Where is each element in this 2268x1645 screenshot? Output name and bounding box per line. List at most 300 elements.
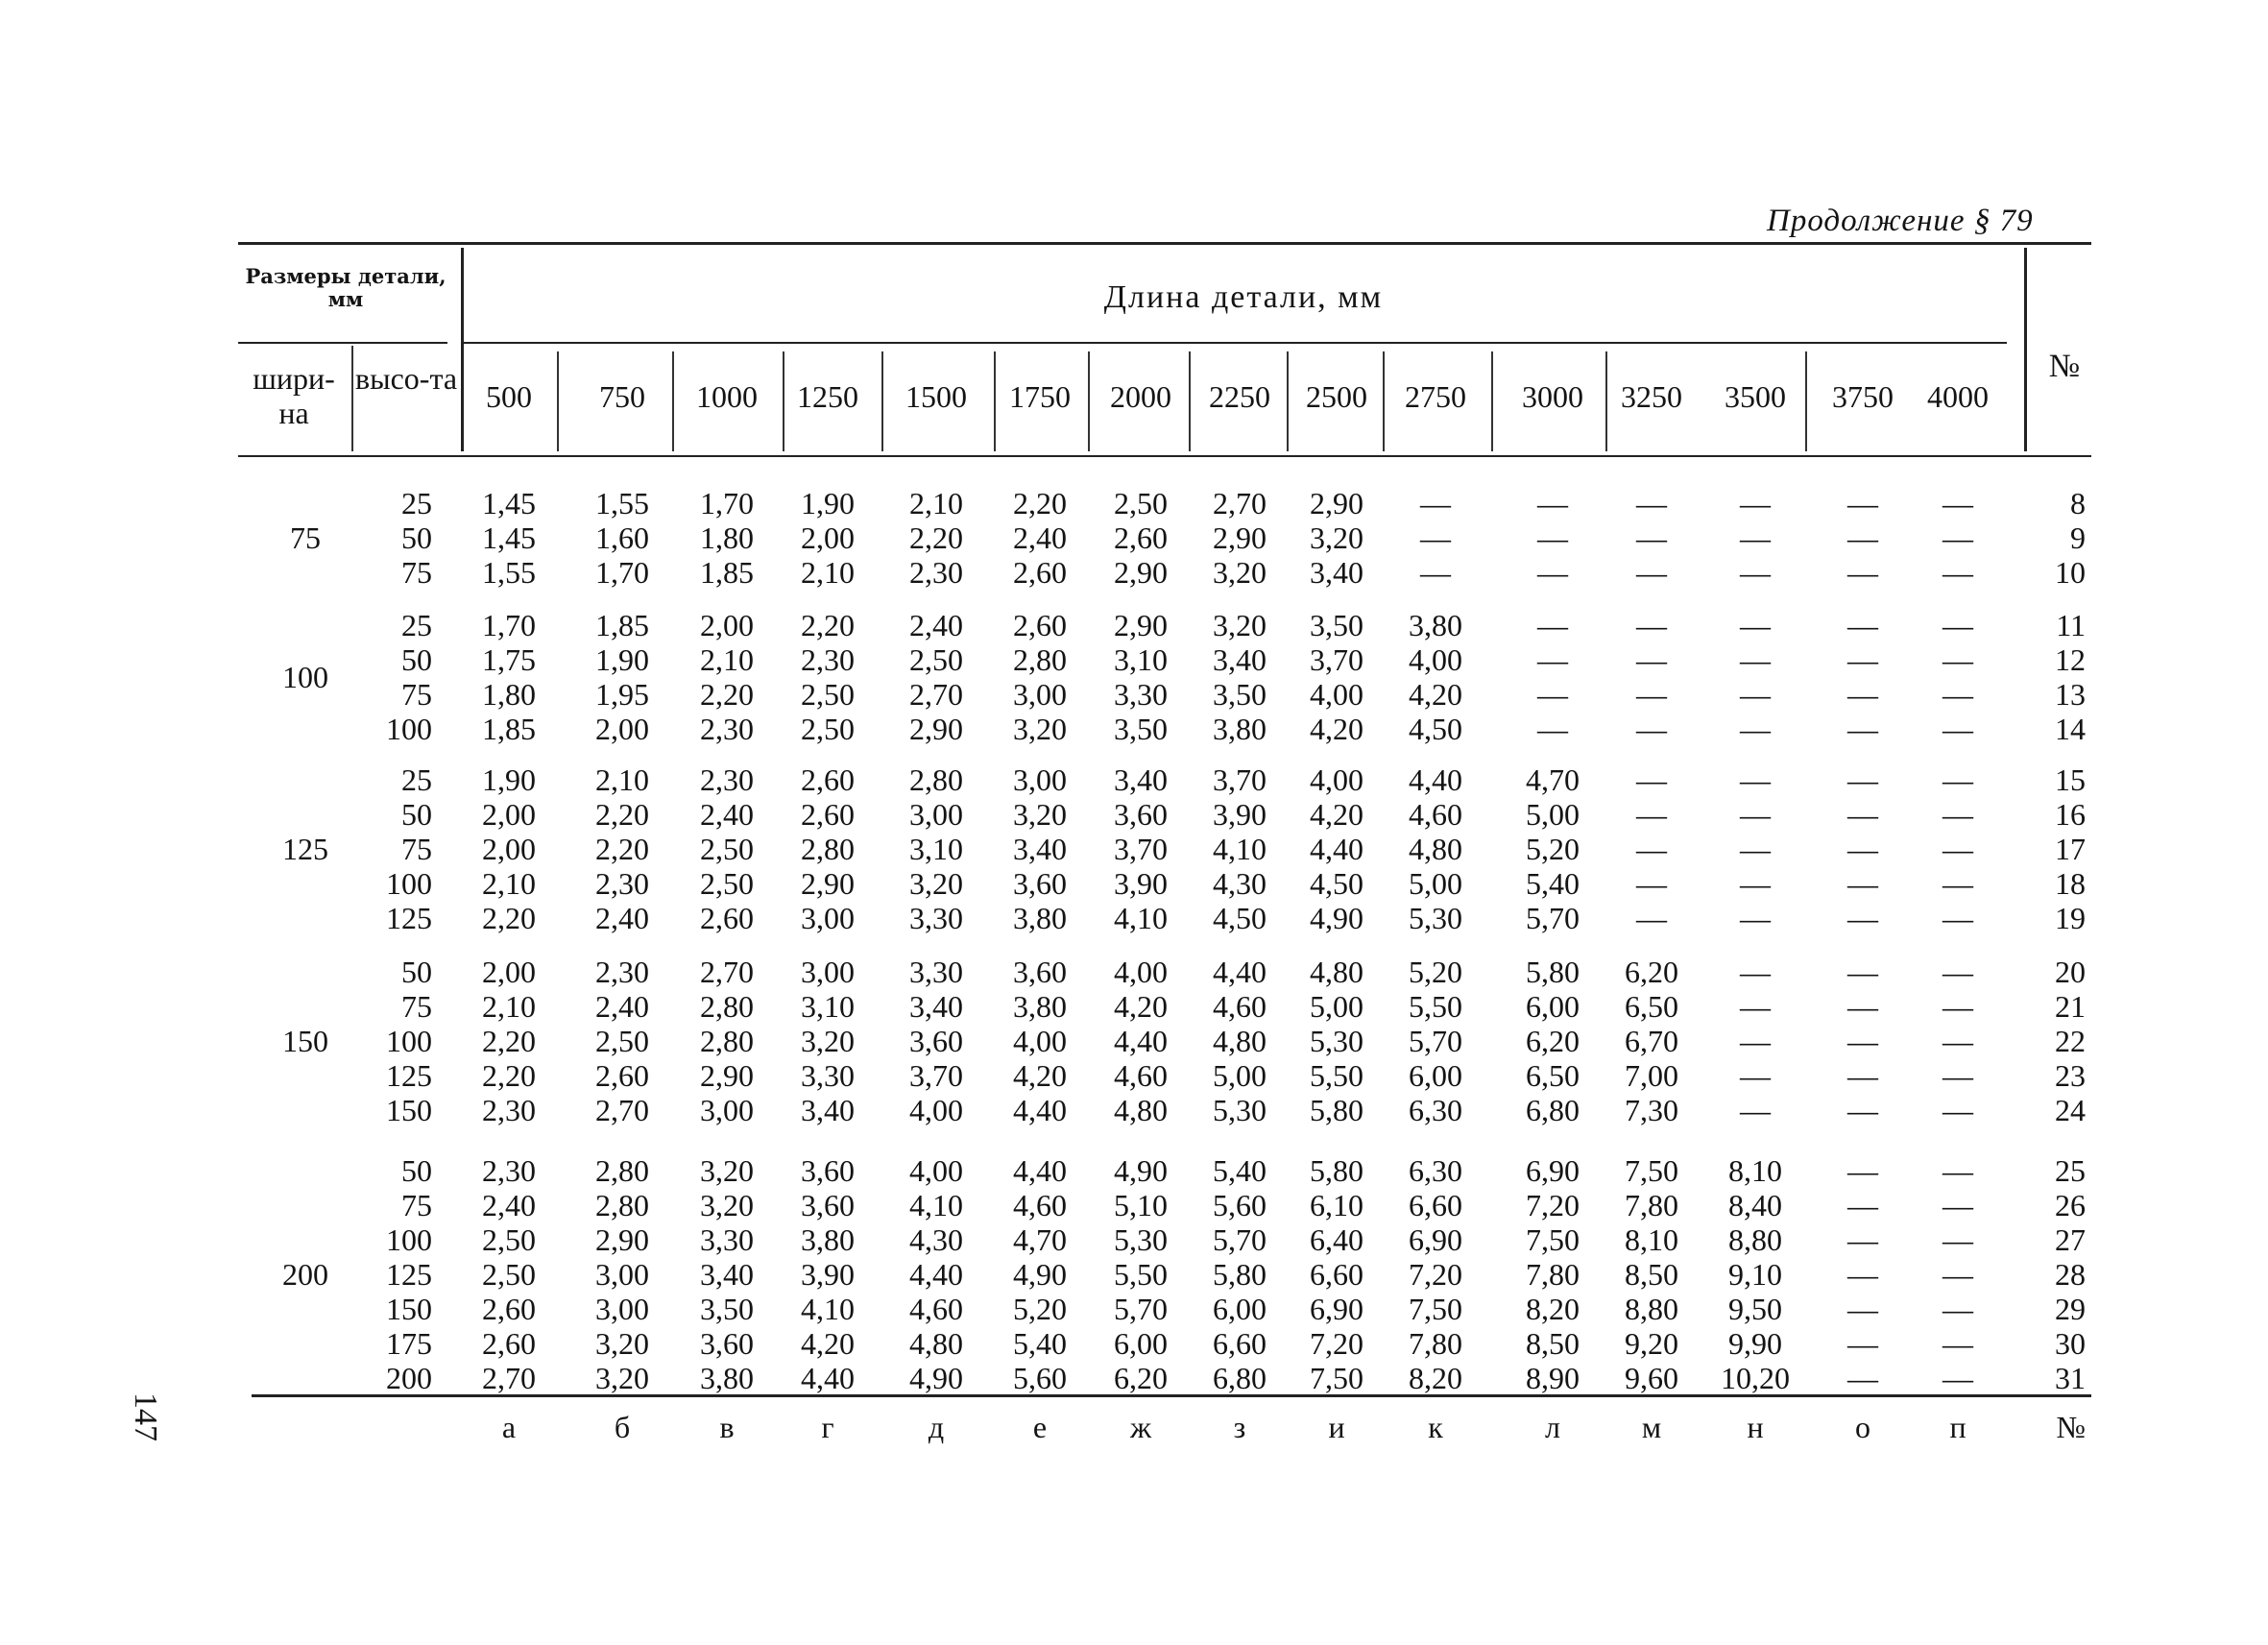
row-number: 15: [2055, 762, 2086, 797]
table-cell: 3,90: [801, 1257, 855, 1292]
row-number: 13: [2055, 677, 2086, 712]
table-cell: 1,60: [595, 520, 649, 555]
table-cell: —: [1740, 866, 1771, 901]
table-cell: 3,20: [1013, 797, 1067, 832]
table-cell: —: [1942, 1024, 1973, 1058]
table-cell: 3,80: [1013, 989, 1067, 1024]
table-cell: 3,90: [1114, 866, 1168, 901]
row-number: 16: [2055, 797, 2086, 832]
height-value: 125: [386, 1257, 432, 1292]
table-cell: —: [1420, 555, 1451, 590]
table-cell: 4,40: [1409, 762, 1462, 797]
table-cell: 4,90: [1114, 1153, 1168, 1188]
table-cell: 4,00: [1310, 677, 1363, 712]
table-cell: —: [1537, 642, 1568, 677]
top-rule: [238, 242, 2091, 245]
height-value: 50: [401, 520, 432, 555]
table-cell: 4,10: [909, 1188, 963, 1222]
table-cell: —: [1740, 832, 1771, 866]
table-cell: 2,50: [801, 712, 855, 746]
length-column-divider: [672, 351, 674, 451]
row-number: 14: [2055, 712, 2086, 746]
table-cell: 1,45: [482, 486, 536, 520]
table-cell: 2,30: [909, 555, 963, 590]
table-cell: 1,85: [482, 712, 536, 746]
table-cell: 2,70: [482, 1361, 536, 1395]
table-cell: 7,20: [1409, 1257, 1462, 1292]
height-value: 75: [401, 555, 432, 590]
table-cell: —: [1740, 486, 1771, 520]
height-value: 100: [386, 712, 432, 746]
header-bottom-rule: [238, 455, 2091, 457]
table-cell: 2,80: [595, 1153, 649, 1188]
table-cell: —: [1942, 555, 1973, 590]
table-cell: 2,80: [909, 762, 963, 797]
table-cell: —: [1942, 608, 1973, 642]
height-value: 50: [401, 955, 432, 989]
table-cell: 3,00: [1013, 677, 1067, 712]
table-cell: 4,20: [1310, 797, 1363, 832]
table-cell: 3,10: [1114, 642, 1168, 677]
table-cell: —: [1740, 642, 1771, 677]
table-cell: 8,20: [1409, 1361, 1462, 1395]
table-cell: 3,60: [909, 1024, 963, 1058]
table-cell: —: [1636, 712, 1667, 746]
table-cell: —: [1740, 712, 1771, 746]
table-cell: —: [1537, 555, 1568, 590]
table-cell: 3,00: [1013, 762, 1067, 797]
table-cell: 3,10: [801, 989, 855, 1024]
table-cell: 5,00: [1526, 797, 1580, 832]
table-cell: —: [1847, 866, 1878, 901]
table-cell: 4,90: [1013, 1257, 1067, 1292]
table-cell: 4,60: [1409, 797, 1462, 832]
table-cell: 2,00: [482, 955, 536, 989]
table-cell: 4,30: [1213, 866, 1267, 901]
column-letter: ж: [1129, 1410, 1152, 1444]
table-cell: 2,50: [909, 642, 963, 677]
column-letter: в: [719, 1410, 735, 1444]
table-cell: 3,40: [1310, 555, 1363, 590]
table-cell: —: [1636, 832, 1667, 866]
table-cell: 2,90: [700, 1058, 754, 1093]
table-cell: 3,40: [1114, 762, 1168, 797]
table-cell: 4,80: [1213, 1024, 1267, 1058]
length-column-header: 2000: [1110, 379, 1171, 414]
table-cell: —: [1740, 955, 1771, 989]
table-cell: 9,60: [1625, 1361, 1678, 1395]
table-cell: 5,00: [1409, 866, 1462, 901]
table-cell: 2,20: [700, 677, 754, 712]
header-mid-rule-right: [463, 342, 2007, 344]
table-cell: —: [1740, 797, 1771, 832]
table-cell: —: [1636, 520, 1667, 555]
row-number: 17: [2055, 832, 2086, 866]
row-number: 19: [2055, 901, 2086, 935]
length-column-header: 1250: [797, 379, 858, 414]
table-cell: —: [1942, 1361, 1973, 1395]
table-cell: 8,10: [1728, 1153, 1782, 1188]
table-cell: 3,60: [700, 1326, 754, 1361]
height-value: 175: [386, 1326, 432, 1361]
table-cell: —: [1847, 1326, 1878, 1361]
table-cell: —: [1847, 1024, 1878, 1058]
table-cell: —: [1942, 1326, 1973, 1361]
table-cell: 4,60: [909, 1292, 963, 1326]
table-cell: —: [1942, 520, 1973, 555]
table-cell: 1,70: [482, 608, 536, 642]
row-number: 30: [2055, 1326, 2086, 1361]
table-cell: —: [1740, 608, 1771, 642]
table-cell: 4,40: [1013, 1153, 1067, 1188]
table-cell: —: [1847, 989, 1878, 1024]
table-cell: —: [1942, 1093, 1973, 1127]
table-cell: 2,10: [595, 762, 649, 797]
table-cell: —: [1740, 1058, 1771, 1093]
table-cell: 5,80: [1526, 955, 1580, 989]
table-cell: 4,40: [1310, 832, 1363, 866]
width-value: 150: [282, 1024, 328, 1058]
table-cell: 2,50: [482, 1257, 536, 1292]
table-cell: 3,30: [700, 1222, 754, 1257]
height-value: 100: [386, 1024, 432, 1058]
width-value: 100: [282, 660, 328, 694]
table-cell: 9,10: [1728, 1257, 1782, 1292]
table-cell: 7,50: [1625, 1153, 1678, 1188]
table-cell: 5,70: [1526, 901, 1580, 935]
table-cell: 3,70: [1310, 642, 1363, 677]
row-number: 18: [2055, 866, 2086, 901]
table-cell: —: [1847, 1153, 1878, 1188]
table-cell: 2,70: [700, 955, 754, 989]
table-cell: 6,40: [1310, 1222, 1363, 1257]
table-cell: 4,00: [909, 1093, 963, 1127]
width-value: 125: [282, 832, 328, 866]
table-cell: 6,20: [1625, 955, 1678, 989]
table-cell: 6,60: [1409, 1188, 1462, 1222]
length-column-header: 3000: [1522, 379, 1583, 414]
table-cell: 2,20: [595, 797, 649, 832]
table-cell: 2,90: [595, 1222, 649, 1257]
table-cell: 5,70: [1409, 1024, 1462, 1058]
length-column-header: 2500: [1306, 379, 1367, 414]
table-cell: 3,30: [909, 901, 963, 935]
table-cell: 2,50: [1114, 486, 1168, 520]
table-cell: 8,40: [1728, 1188, 1782, 1222]
table-cell: 2,60: [700, 901, 754, 935]
table-cell: 4,80: [1409, 832, 1462, 866]
table-cell: 5,30: [1409, 901, 1462, 935]
table-cell: 5,40: [1526, 866, 1580, 901]
height-value: 125: [386, 1058, 432, 1093]
table-cell: 2,30: [801, 642, 855, 677]
table-cell: 2,30: [595, 866, 649, 901]
table-cell: —: [1847, 555, 1878, 590]
height-value: 75: [401, 989, 432, 1024]
table-cell: 4,00: [1409, 642, 1462, 677]
table-cell: —: [1847, 520, 1878, 555]
table-cell: —: [1942, 1188, 1973, 1222]
table-cell: —: [1420, 520, 1451, 555]
table-cell: —: [1847, 1257, 1878, 1292]
table-cell: —: [1636, 608, 1667, 642]
table-cell: —: [1537, 520, 1568, 555]
table-cell: 4,00: [1310, 762, 1363, 797]
table-cell: 3,60: [801, 1188, 855, 1222]
table-cell: 7,50: [1409, 1292, 1462, 1326]
table-cell: 2,50: [700, 866, 754, 901]
table-cell: 3,30: [909, 955, 963, 989]
table-cell: 4,30: [909, 1222, 963, 1257]
row-number: 9: [2070, 520, 2086, 555]
table-cell: —: [1847, 712, 1878, 746]
table-cell: 1,45: [482, 520, 536, 555]
table-cell: 2,30: [700, 712, 754, 746]
table-cell: —: [1847, 1292, 1878, 1326]
table-cell: 2,30: [595, 955, 649, 989]
length-column-header: 1000: [696, 379, 758, 414]
column-letter: з: [1233, 1410, 1246, 1444]
table-cell: 1,70: [700, 486, 754, 520]
table-cell: 3,90: [1213, 797, 1267, 832]
table-cell: 6,60: [1213, 1326, 1267, 1361]
table-cell: 2,90: [801, 866, 855, 901]
table-cell: —: [1847, 797, 1878, 832]
table-cell: 4,20: [1013, 1058, 1067, 1093]
table-cell: 2,80: [1013, 642, 1067, 677]
table-cell: 2,20: [909, 520, 963, 555]
length-column-header: 3500: [1725, 379, 1786, 414]
table-cell: —: [1942, 1222, 1973, 1257]
column-letter: б: [614, 1410, 631, 1444]
height-value: 25: [401, 762, 432, 797]
table-cell: 3,70: [909, 1058, 963, 1093]
table-cell: 5,50: [1114, 1257, 1168, 1292]
table-cell: 5,20: [1526, 832, 1580, 866]
width-value: 200: [282, 1257, 328, 1292]
table-cell: 5,30: [1213, 1093, 1267, 1127]
table-cell: —: [1847, 955, 1878, 989]
table-cell: 3,20: [801, 1024, 855, 1058]
table-cell: 2,60: [1114, 520, 1168, 555]
table-cell: 8,80: [1728, 1222, 1782, 1257]
table-cell: 6,90: [1526, 1153, 1580, 1188]
height-value: 75: [401, 677, 432, 712]
table-cell: 8,50: [1625, 1257, 1678, 1292]
table-cell: 3,20: [1213, 608, 1267, 642]
width-header: шири-на: [253, 361, 335, 430]
height-value: 25: [401, 608, 432, 642]
table-cell: 4,40: [909, 1257, 963, 1292]
table-cell: 2,20: [482, 1024, 536, 1058]
table-cell: 6,00: [1526, 989, 1580, 1024]
table-cell: 2,50: [801, 677, 855, 712]
table-cell: —: [1942, 955, 1973, 989]
table-cell: 2,60: [801, 762, 855, 797]
column-letter: п: [1949, 1410, 1966, 1444]
row-number: 11: [2056, 608, 2086, 642]
table-cell: 7,20: [1310, 1326, 1363, 1361]
table-cell: 2,40: [482, 1188, 536, 1222]
header-mid-rule-left: [238, 342, 447, 344]
table-cell: 4,00: [1114, 955, 1168, 989]
table-cell: —: [1847, 832, 1878, 866]
table-cell: 4,40: [1114, 1024, 1168, 1058]
divider-sizes: [461, 248, 464, 451]
table-cell: 3,40: [700, 1257, 754, 1292]
table-cell: 1,90: [595, 642, 649, 677]
table-cell: 4,90: [1310, 901, 1363, 935]
table-cell: —: [1847, 642, 1878, 677]
table-cell: 5,40: [1013, 1326, 1067, 1361]
table-cell: 8,90: [1526, 1361, 1580, 1395]
table-cell: 2,00: [482, 832, 536, 866]
table-cell: 8,80: [1625, 1292, 1678, 1326]
table-cell: —: [1847, 608, 1878, 642]
page-number: 147: [128, 1392, 163, 1441]
height-value: 100: [386, 1222, 432, 1257]
table-cell: 2,10: [482, 989, 536, 1024]
table-cell: 2,50: [482, 1222, 536, 1257]
table-cell: —: [1942, 762, 1973, 797]
table-cell: 6,70: [1625, 1024, 1678, 1058]
table-cell: 1,70: [595, 555, 649, 590]
column-letter: к: [1428, 1410, 1443, 1444]
table-cell: 6,10: [1310, 1188, 1363, 1222]
table-cell: 5,40: [1213, 1153, 1267, 1188]
table-cell: 3,70: [1114, 832, 1168, 866]
table-cell: 3,60: [1114, 797, 1168, 832]
table-cell: 3,00: [909, 797, 963, 832]
table-cell: 6,00: [1213, 1292, 1267, 1326]
table-cell: 2,90: [909, 712, 963, 746]
table-cell: 7,80: [1409, 1326, 1462, 1361]
row-number: 8: [2070, 486, 2086, 520]
length-column-header: 4000: [1927, 379, 1989, 414]
column-letter: о: [1855, 1410, 1870, 1444]
table-cell: 4,50: [1310, 866, 1363, 901]
table-cell: 3,00: [801, 955, 855, 989]
table-cell: 4,20: [1114, 989, 1168, 1024]
height-value: 50: [401, 642, 432, 677]
table-cell: —: [1942, 1292, 1973, 1326]
width-value: 75: [290, 520, 321, 555]
table-cell: 5,20: [1013, 1292, 1067, 1326]
table-cell: 7,50: [1526, 1222, 1580, 1257]
table-cell: 5,80: [1310, 1153, 1363, 1188]
row-number: 23: [2055, 1058, 2086, 1093]
table-cell: —: [1942, 989, 1973, 1024]
row-number: 29: [2055, 1292, 2086, 1326]
table-cell: —: [1636, 866, 1667, 901]
table-cell: 3,80: [1013, 901, 1067, 935]
table-cell: —: [1537, 712, 1568, 746]
table-cell: 4,40: [1013, 1093, 1067, 1127]
table-cell: 5,60: [1213, 1188, 1267, 1222]
length-column-divider: [1491, 351, 1493, 451]
table-cell: 3,70: [1213, 762, 1267, 797]
table-cell: 2,10: [700, 642, 754, 677]
table-cell: —: [1847, 1093, 1878, 1127]
table-cell: 6,20: [1526, 1024, 1580, 1058]
table-cell: 2,90: [1114, 608, 1168, 642]
table-cell: 3,20: [700, 1153, 754, 1188]
row-number: 21: [2055, 989, 2086, 1024]
column-letter: д: [928, 1410, 945, 1444]
table-cell: 7,30: [1625, 1093, 1678, 1127]
table-cell: 5,80: [1213, 1257, 1267, 1292]
height-value: 100: [386, 866, 432, 901]
table-cell: 8,50: [1526, 1326, 1580, 1361]
height-value: 200: [386, 1361, 432, 1395]
table-cell: —: [1847, 1361, 1878, 1395]
table-cell: 4,00: [909, 1153, 963, 1188]
table-cell: 2,20: [1013, 486, 1067, 520]
table-cell: 3,40: [1213, 642, 1267, 677]
table-cell: 2,50: [700, 832, 754, 866]
length-column-header: 1750: [1009, 379, 1071, 414]
table-cell: 4,70: [1526, 762, 1580, 797]
table-cell: 7,80: [1625, 1188, 1678, 1222]
table-cell: —: [1847, 677, 1878, 712]
table-cell: 3,30: [801, 1058, 855, 1093]
table-cell: 1,95: [595, 677, 649, 712]
table-cell: 2,70: [1213, 486, 1267, 520]
table-cell: 7,50: [1310, 1361, 1363, 1395]
table-cell: —: [1942, 901, 1973, 935]
length-column-header: 750: [599, 379, 645, 414]
table-cell: 3,50: [1213, 677, 1267, 712]
table-cell: —: [1942, 1257, 1973, 1292]
table-cell: 2,30: [482, 1153, 536, 1188]
table-cell: 9,20: [1625, 1326, 1678, 1361]
table-cell: 5,00: [1213, 1058, 1267, 1093]
table-cell: 4,20: [1310, 712, 1363, 746]
height-header: высо-та: [354, 361, 458, 396]
table-cell: 4,10: [801, 1292, 855, 1326]
table-cell: 2,10: [801, 555, 855, 590]
table-cell: 6,90: [1310, 1292, 1363, 1326]
table-cell: 2,20: [595, 832, 649, 866]
table-cell: —: [1636, 797, 1667, 832]
column-letter: а: [501, 1410, 517, 1444]
table-cell: —: [1847, 762, 1878, 797]
table-cell: 3,80: [1409, 608, 1462, 642]
table-cell: —: [1537, 608, 1568, 642]
table-cell: 4,10: [1213, 832, 1267, 866]
table-cell: —: [1942, 486, 1973, 520]
table-cell: —: [1942, 712, 1973, 746]
length-column-header: 3250: [1621, 379, 1682, 414]
row-number: 24: [2055, 1093, 2086, 1127]
table-cell: 5,70: [1114, 1292, 1168, 1326]
table-cell: —: [1847, 1188, 1878, 1222]
height-value: 25: [401, 486, 432, 520]
row-number: 25: [2055, 1153, 2086, 1188]
table-cell: —: [1740, 901, 1771, 935]
table-cell: 3,20: [1310, 520, 1363, 555]
table-cell: 4,20: [801, 1326, 855, 1361]
height-value: 75: [401, 832, 432, 866]
table-cell: 4,00: [1013, 1024, 1067, 1058]
table-cell: 4,80: [1114, 1093, 1168, 1127]
table-cell: 1,90: [482, 762, 536, 797]
table-cell: 3,50: [700, 1292, 754, 1326]
row-number: 28: [2055, 1257, 2086, 1292]
column-letter: г: [821, 1410, 834, 1444]
table-cell: 6,00: [1409, 1058, 1462, 1093]
table-cell: 2,60: [595, 1058, 649, 1093]
